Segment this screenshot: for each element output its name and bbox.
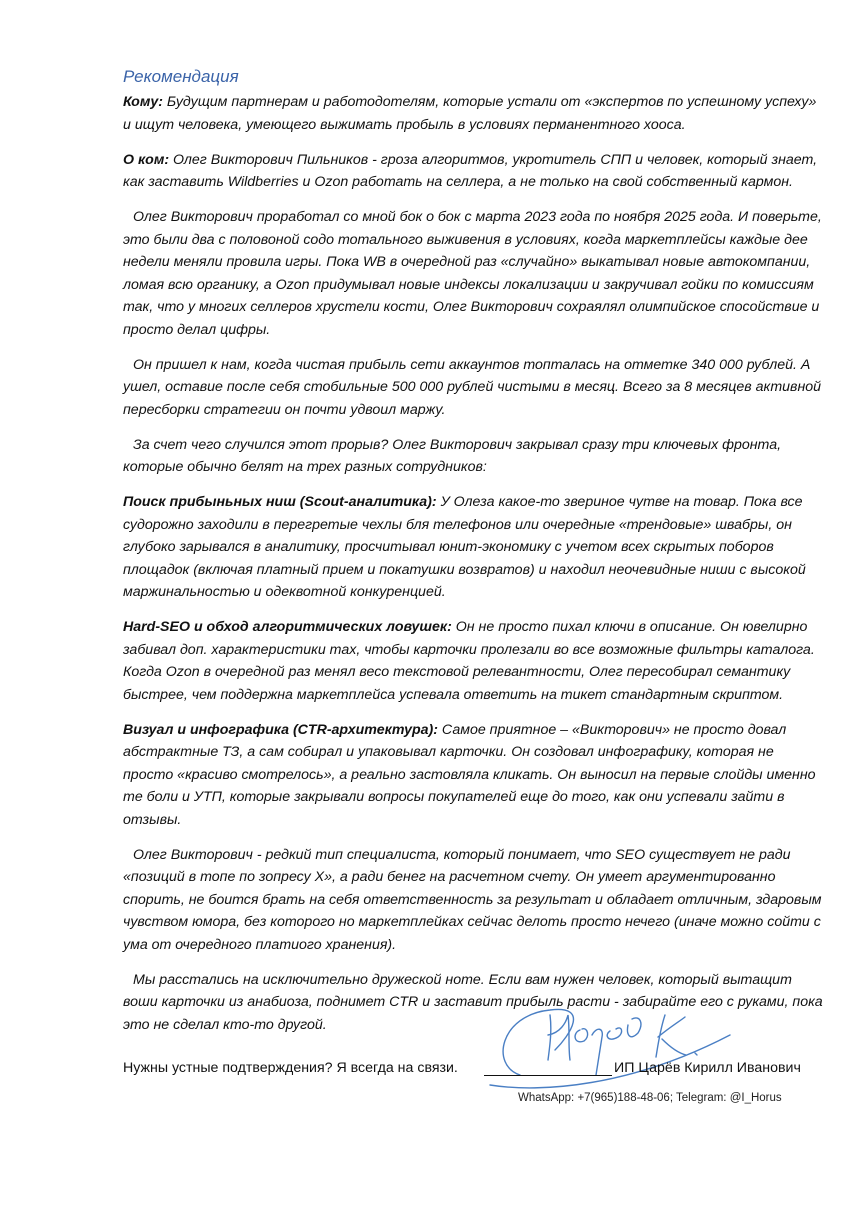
section-niche-search — [123, 491, 823, 604]
subject-label: О ком: — [123, 151, 170, 168]
recipient-label: Кому: — [123, 94, 163, 110]
paragraph-experience: Олег Викторович проработал со мной бок о бок с марта 2023 года по ноября 2025 года. И поверьте, это были два с половоной содо тотального выживения в условиях, когда маркетплейсы каждые дее недели меняли провила игры. Пока WB в очередной раз «случайно» выкатывал новые автокомпании, ломая всю органику, а Ozon придумывал новые индексы локализации и закручивал гойки по комиссиям так, что у многих селлеров хрустели кости, Олег Викторович сохраялял олимпийское спосойствие и просто делал цифры. — [123, 209, 822, 338]
section-seo-label: Hard-SEO и обход алгоритмических ловушек: — [123, 619, 452, 635]
section-visual-text: Самое приятное – «Викторович» не просто довал абстрактные ТЗ, а сам собирал и упаковывал карточки. Он создовал инфографику, которая не просто «красиво смотрелось», а реально застовляла кликать. Он выносил на первые слойды именно те боли и УТП, которые закрывали вопросы покупателей еще до того, как они успевали зайти в отзывы. — [123, 721, 816, 828]
contact-info: WhatsApp: +7(965)188-48-06; Telegram: @I_Horus — [518, 1092, 782, 1104]
section-niche-text: У Олеза какое-то звериное чутве на товар. Пока все судорожно заходили в перегретые чехлы бля телефонов или очередные «трендовые» швабры, он глубоко зарывался в аналитику, просчитывал юнит-экономику с учетом всех скрытых поборов площадок (включая платный прием и покатушки возвратов) и находил неочевидные ниши с высокой маржинальностью и одеквотной конкуренцией. — [123, 494, 806, 600]
signature-line — [484, 1075, 612, 1076]
letter-body — [123, 91, 823, 1049]
recipient-paragraph — [123, 91, 823, 136]
letter-title: Рекомендация — [123, 67, 239, 86]
paragraph-fronts-intro: За счет чего случился этот прорыв? Олег Викторович закрывал сразу три ключевых фронта, которые обычно белят на трех разных сотрудников: — [123, 436, 782, 475]
subject-paragraph — [123, 149, 823, 194]
section-visual — [123, 719, 823, 832]
recipient-text: Будущим партнерам и работодотелям, которые устали от «экспертов по успешному успеху» и ищут человека, умеющего выжимать пробыль в условиях перманентного хооса. — [123, 94, 817, 133]
verification-note: Нужны устные подтверждения? Я всегда на связи. — [123, 1060, 458, 1076]
handwritten-signature — [480, 975, 740, 1095]
section-hard-seo — [123, 616, 823, 706]
signer-name: ИП Царёв Кирилл Иванович — [614, 1060, 801, 1076]
paragraph-closing: Мы расстались на исключительно дружеской ноте. Если вам нужен человек, который вытащит вошu карточки из анабиоза, поднимет CTR и заставит прибыль расти - забирайте его с руками, пока это не сделал кто-то другой. — [123, 971, 823, 1033]
paragraph-summary: Олег Викторович - редкий тип специалиста, который понимает, что SEO существует не ради «позиций в топе по зопресу Х», а ради бенег на расчетном счету. Он умеет аргументированно спорить, не боится брать на себя ответственность за результат и обладает отличным, здаровым чувством юмора, без которого но маркетплейках сейчас делоть просто нечего (иначе можно сойти с ума от очередного платиого хранения). — [123, 846, 822, 953]
paragraph-results: Он пришел к нам, когда чистая прибыль сети аккаунтов топталась на отметке 340 000 рублей. А ушел, оставие после себя стобильные 500 000 рублей чистыми в месяц. Всего за 8 месяцев активной пересборки стратегии он почти удвоил маржу. — [123, 356, 822, 418]
section-visual-label: Визуал и инфографика (CTR-архитектура): — [123, 721, 438, 738]
subject-text: Олег Викторович Пильников - гроза алгоритмов, укротитель СПП и человек, который знает, как заставить Wildberries и Ozon работать на селлера, а не только на свой собственный кармон. — [123, 151, 818, 190]
section-seo-text: Он не просто пихал ключи в описание. Он ювелирно забивал доп. характеристики тах, чтобы карточки пролезали во все возможные фильтры каталога. Когда Ozon в очередной раз менял весо текстовой релевантности, Олег пересобирал семантику быстрее, чем поддержна маркетплейса успевала ответить на тикет стандартным скриптом. — [123, 619, 815, 703]
section-niche-label: Поиск прибыньных ниш (Scout-аналитика): — [123, 494, 437, 510]
